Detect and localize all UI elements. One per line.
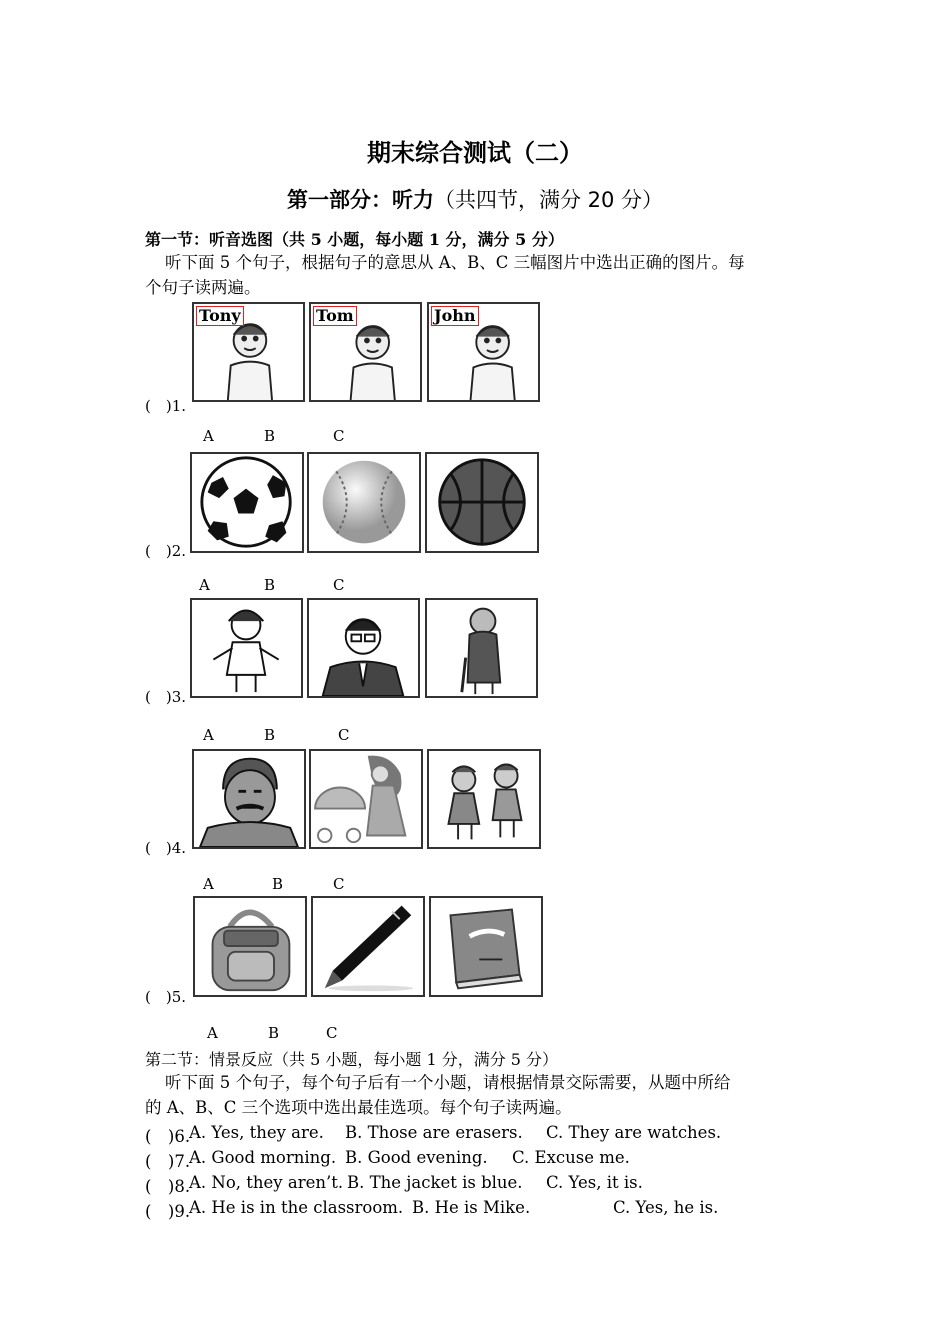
q1-choice-b-image[interactable] xyxy=(309,302,422,402)
option-c: C. They are watches. xyxy=(546,1123,722,1142)
answer-num: ( )7. xyxy=(145,1152,191,1171)
man-with-glasses-icon xyxy=(309,600,418,696)
soccer-ball-icon xyxy=(192,454,302,551)
answer-num: ( )6. xyxy=(145,1127,191,1146)
pen-icon xyxy=(313,898,423,995)
q3-choice-b-image[interactable] xyxy=(307,598,420,698)
option-a: A. Good morning. xyxy=(189,1148,337,1167)
section2-instruction-line1: 听下面 5 个句子，每个句子后有一个小题，请根据情景交际需要，从题中所给 xyxy=(165,1073,731,1092)
answer-num: ( )9. xyxy=(145,1202,191,1221)
children-icon xyxy=(429,751,539,847)
option-a: A. No, they aren’t. xyxy=(189,1173,344,1192)
q1-choice-a-image[interactable] xyxy=(192,302,305,402)
schoolbag-icon xyxy=(195,898,305,995)
q2-choice-c-image[interactable] xyxy=(425,452,539,553)
q5-choice-c-image[interactable] xyxy=(429,896,543,997)
section2-instruction xyxy=(145,1070,810,1120)
q5-choice-a-image[interactable] xyxy=(193,896,307,997)
basketball-icon xyxy=(427,454,537,551)
mother-with-stroller-icon xyxy=(311,751,421,847)
part-heading xyxy=(0,184,950,214)
option-b: B. The jacket is blue. xyxy=(347,1173,523,1192)
q3-choice-c-image[interactable] xyxy=(425,598,538,698)
q3-letter-a: A xyxy=(203,726,214,744)
option-a: A. Yes, they are. xyxy=(189,1123,324,1142)
baseball-icon xyxy=(309,454,419,551)
q1-letter-a: A xyxy=(203,427,214,445)
page-title: 期末综合测试（二） xyxy=(367,139,583,167)
q3-choice-a-image[interactable] xyxy=(190,598,303,698)
section2-instruction-line2: 的 A、B、C 三个选项中选出最佳选项。每个句子读两遍。 xyxy=(145,1098,572,1117)
q2-choice-b-image[interactable] xyxy=(307,452,421,553)
option-b: B. He is Mike. xyxy=(412,1198,531,1217)
question-3-label: ( )3. xyxy=(145,688,187,706)
section1-heading: 第一节：听音选图（共 5 小题，每小题 1 分，满分 5 分） xyxy=(145,230,564,249)
question-5-label: ( )5. xyxy=(145,988,187,1006)
answer-num: ( )8. xyxy=(145,1177,191,1196)
section2-heading: 第二节：情景反应（共 5 小题，每小题 1 分，满分 5 分） xyxy=(145,1050,559,1069)
q5-letter-b: B xyxy=(268,1024,280,1042)
section1-instruction-line1: 听下面 5 个句子，根据句子的意思从 A、B、C 三幅图片中选出正确的图片。每 xyxy=(165,253,745,272)
q2-letter-a: A xyxy=(199,576,210,594)
q1-name-b: Tom xyxy=(313,306,357,326)
question-1-label: ( )1. xyxy=(145,397,187,415)
q2-letter-b: B xyxy=(264,576,276,594)
option-c: C. Yes, it is. xyxy=(546,1173,643,1192)
q4-letter-c: C xyxy=(333,875,345,893)
q1-letter-b: B xyxy=(264,427,276,445)
q4-choice-a-image[interactable] xyxy=(192,749,306,849)
father-icon xyxy=(194,751,304,847)
section1-instruction xyxy=(145,250,810,300)
q3-letter-b: B xyxy=(264,726,276,744)
part-heading-bold: 第一部分：听力 xyxy=(286,188,434,212)
q1-letter-c: C xyxy=(333,427,345,445)
old-man-icon xyxy=(427,600,536,696)
q1-choice-c-image[interactable] xyxy=(427,302,540,402)
q1-name-c: John xyxy=(431,306,479,326)
option-c: C. Yes, he is. xyxy=(613,1198,719,1217)
q5-letter-a: A xyxy=(207,1024,218,1042)
option-c: C. Excuse me. xyxy=(512,1148,630,1167)
q5-letter-c: C xyxy=(326,1024,338,1042)
option-a: A. He is in the classroom. xyxy=(189,1198,404,1217)
q3-letter-c: C xyxy=(338,726,350,744)
q4-choice-c-image[interactable] xyxy=(427,749,541,849)
q4-letter-a: A xyxy=(203,875,214,893)
q4-letter-b: B xyxy=(272,875,284,893)
question-2-label: ( )2. xyxy=(145,542,187,560)
option-b: B. Those are erasers. xyxy=(345,1123,523,1142)
part-heading-rest: （共四节，满分 20 分） xyxy=(433,188,664,212)
answer-item-9 xyxy=(145,1198,719,1222)
answer-item-6 xyxy=(145,1123,722,1147)
section1-instruction-line2: 个句子读两遍。 xyxy=(145,278,261,297)
q1-name-a: Tony xyxy=(196,306,244,326)
q2-choice-a-image[interactable] xyxy=(190,452,304,553)
q2-letter-c: C xyxy=(333,576,345,594)
option-b: B. Good evening. xyxy=(345,1148,488,1167)
answer-item-8 xyxy=(145,1173,643,1197)
answer-item-7 xyxy=(145,1148,630,1172)
girl-icon xyxy=(192,600,301,696)
q4-choice-b-image[interactable] xyxy=(309,749,423,849)
q5-choice-b-image[interactable] xyxy=(311,896,425,997)
book-icon xyxy=(431,898,541,995)
question-4-label: ( )4. xyxy=(145,839,187,857)
